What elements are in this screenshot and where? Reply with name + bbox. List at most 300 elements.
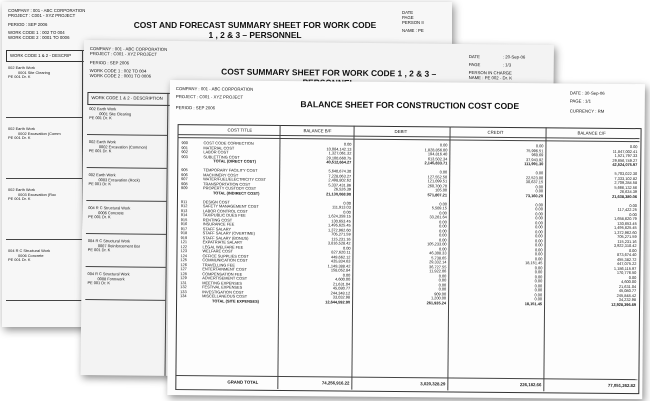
credit-cell: 0.00	[534, 269, 543, 275]
item-block	[8, 66, 50, 80]
balance-bf-cell: 1,624,359.15	[328, 213, 351, 219]
debit-cell: 0.00	[439, 227, 447, 233]
item-block	[88, 239, 140, 253]
sheet-b-header-left	[90, 46, 168, 79]
cost-code-cell: 133	[180, 288, 187, 294]
credit-cell: 37,943.92	[525, 156, 544, 162]
cost-code-cell: 121	[180, 239, 188, 245]
cost-code-cell: 913	[180, 207, 188, 213]
balance-cf-cell: 0.00	[628, 274, 637, 280]
debit-cell: 5,509.15	[431, 205, 447, 211]
cost-code-cell: 132	[180, 284, 187, 290]
period-line: PERIOD : SEP 2006	[8, 22, 48, 27]
cost-code-cell: 903	[181, 153, 188, 159]
cost-title-cell: FESTIVAL EXPENSES	[202, 284, 243, 290]
debit-cell: 260,700.70	[427, 182, 448, 188]
balance-cf-cell: 170,776.50	[616, 269, 637, 276]
credit-cell: 75,996.51	[526, 147, 544, 153]
person-label: PERSON IN CHARGE	[468, 70, 512, 76]
balance-cf-cell: 0.00	[628, 247, 637, 253]
debit-cell: 0.00	[439, 218, 447, 224]
item-text: 002 Earth Work	[89, 106, 117, 112]
cost-code-cell: 126	[180, 261, 187, 267]
cost-title-cell: TOTAL (DIRECT COST)	[213, 158, 256, 164]
balance-cf-cell: 11,847,002.41	[612, 148, 638, 154]
cost-code-cell: 124	[180, 252, 187, 258]
item-text: PE 001 Dr. K	[8, 74, 31, 80]
item-block	[88, 173, 139, 187]
credit-cell: 0.00	[534, 255, 543, 261]
debit-cell: 0.00	[438, 281, 447, 287]
cost-code-cell: 128	[180, 270, 187, 276]
workcode2-line: WORK CODE 2 : 0001 TO 0006	[8, 35, 70, 40]
cost-code-cell: 123	[180, 248, 188, 254]
credit-cell: 18,151.45	[524, 300, 543, 306]
balance-cf-cell: 5,666,132.56	[614, 184, 638, 190]
debit-cell: 194,816.40	[427, 151, 448, 157]
workcode1-line: WORK CODE 1 : 002 TO 004	[8, 30, 65, 35]
debit-cell: 2,145,833.71	[424, 160, 448, 166]
debit-cell: 127,552.50	[427, 173, 448, 179]
credit-cell: 0.00	[535, 228, 543, 234]
date-label: DATE	[468, 54, 481, 60]
credit-cell: 0.00	[534, 251, 543, 257]
item-text: 002 Earth Work	[88, 139, 116, 145]
debit-cell: 36,727.55	[429, 263, 447, 269]
balance-cf-cell: 0.00	[629, 202, 637, 208]
credit-cell: 0.00	[534, 264, 543, 270]
credit-cell: 0.00	[534, 282, 543, 288]
grand-total-cf: 77,051,262.82	[607, 382, 636, 389]
cost-title-cell: ENTERTAINMENT COST	[202, 266, 247, 272]
cost-title-cell: ADVERTISEMENT COST	[202, 275, 248, 281]
balance-cf-cell: 0.00	[629, 144, 638, 150]
balance-bf-cell: 244,348.12	[330, 289, 351, 296]
debit-cell: 0.00	[438, 272, 447, 278]
balance-bf-cell: 10,084,142.13	[326, 145, 352, 152]
balance-sheet	[167, 80, 645, 399]
sheet-a-title	[120, 20, 390, 40]
balance-bf-cell: 0.00	[342, 245, 351, 251]
header-debit: DEBIT	[394, 128, 408, 135]
debit-cell: 261,935.24	[426, 299, 447, 305]
cost-code-cell: 902	[181, 149, 188, 155]
balance-bf-cell: 21,130,068.90	[326, 190, 352, 197]
item-text: 004 R C Structural Work	[8, 248, 51, 253]
page-label: PAGE	[468, 62, 481, 68]
item-text: PE 001 Dr. K	[8, 135, 31, 141]
workcode1-line: WORK CODE 1 : 002 TO 004	[89, 68, 147, 74]
credit-cell: 0.00	[535, 233, 543, 239]
item-text: 0001 Site Clearing	[99, 110, 132, 117]
date-label: DATE : 30-Sep-06	[569, 90, 605, 96]
balance-bf-cell: 0.00	[343, 200, 351, 206]
credit-cell: 0.00	[534, 287, 543, 293]
item-text: 0006 Concrete	[98, 209, 124, 216]
balance-cf-cell: 29,656,749.27	[612, 157, 638, 163]
cost-code-cell: 915	[180, 216, 188, 222]
cost-title-cell: LABOR COST	[203, 149, 229, 155]
balance-bf-cell: 5,337,431.86	[328, 181, 352, 188]
cost-title-cell: STAFF SALARY (BONUS)	[202, 234, 249, 241]
cost-title-cell: PROPERTY CUSTODY COST	[203, 185, 257, 191]
sheet-c-title: BALANCE SHEET FOR CONSTRUCTION COST CODE	[300, 99, 520, 112]
cost-title-cell: OFFICE SUPPLIES COST	[202, 252, 249, 259]
balance-cf-cell: 0.00	[629, 211, 637, 217]
sheet-c-header-left	[176, 86, 254, 111]
cost-code-cell: 131	[180, 279, 187, 285]
company-line: COMPANY : 001 - ABC CORPORATION	[89, 46, 168, 52]
cost-code-cell: 906	[181, 171, 188, 177]
cost-title-cell: SAFETY MANAGEMENT COST	[202, 203, 259, 209]
balance-bf-cell: 1,372,962.60	[327, 226, 351, 233]
balance-cf-cell: 3,922,310.42	[613, 242, 637, 249]
company-line: COMPANY : 001 - ABC CORPORATION	[175, 86, 254, 92]
cost-title-cell: STAFF SALARY (OVERTIME)	[202, 230, 255, 236]
sheet-a-header-left	[8, 8, 85, 40]
debit-cell: 909.00	[434, 290, 447, 296]
item-text: 0003 Excavation (Rock)	[98, 176, 140, 183]
cost-code-cell: 916	[180, 221, 188, 227]
credit-cell: 22,523.00	[525, 174, 544, 180]
balance-bf-cell: 130,653.45	[331, 217, 351, 224]
balance-bf-cell: 7,228,063.27	[328, 172, 352, 179]
debit-cell: 121,099.51	[427, 178, 448, 184]
credit-cell: 0.00	[534, 273, 543, 279]
item-text: PE 001 Dr. K	[87, 280, 110, 286]
balance-cf-cell: 26,634.39	[619, 188, 638, 195]
item-block	[8, 127, 61, 141]
balance-cf-cell: 1,495,625.45	[613, 224, 637, 231]
credit-cell: 111,991.30	[524, 161, 544, 167]
cost-title-cell: TOTAL (INDIRECT COST)	[212, 189, 260, 196]
balance-bf-cell: 33,032.98	[332, 294, 351, 300]
item-block	[88, 206, 130, 220]
debit-cell: 1,200.00	[430, 295, 447, 301]
credit-cell: 73,160.20	[525, 192, 544, 198]
grand-total-debit: 3,020,328.29	[420, 381, 446, 387]
debit-cell: 105.00	[435, 187, 448, 193]
cost-title-cell: DESIGN COST	[202, 198, 230, 205]
debit-cell: 571,807.21	[427, 191, 448, 197]
cost-code-cell: 908	[181, 180, 188, 186]
credit-cell: 0.00	[535, 224, 543, 230]
cost-title-cell: MACHINERY COST	[203, 171, 239, 178]
header-balance-cf: BALANCE C/F	[577, 130, 606, 136]
cost-code-cell: 909	[181, 185, 188, 191]
row-divider	[85, 299, 165, 301]
item-text: 0002 Excavation (Comm	[18, 130, 61, 136]
balance-cf-cell: 1,658,620.79	[614, 215, 637, 222]
period-line: PERIOD : SEP 2006	[89, 60, 130, 66]
cost-code-cell: 914	[180, 212, 188, 218]
cost-code-cell: 127	[180, 266, 187, 272]
page-label: PAGE : 1/1	[569, 98, 592, 104]
item-text: 0003 Excavation (Roc	[18, 191, 57, 197]
project-line: PROJECT : C001 - XYZ PROJECT	[175, 94, 244, 100]
balance-bf-cell: 3,816,528.42	[327, 240, 351, 246]
item-text: 004 R C Structural Work	[88, 205, 131, 211]
item-text: 0002 Excavation (Common)	[98, 143, 148, 150]
name-label: NAME : PE 002 - Dr. K	[468, 75, 513, 81]
title-column	[202, 141, 279, 304]
balance-bf-cell: 2,498,802.62	[328, 177, 352, 183]
cost-title-cell: MATERIAL COST	[203, 144, 235, 151]
balance-cf-cell: 115,231.16	[617, 238, 637, 244]
code-column	[180, 141, 199, 303]
item-text: 004 R C Structural Work	[87, 238, 131, 244]
row-divider	[87, 134, 167, 136]
balance-bf-cell: 1,149,388.42	[327, 262, 351, 269]
cost-title-cell: LEGAL WELFARE FEE	[202, 243, 244, 250]
balance-cf-cell: 4,600.00	[621, 278, 637, 285]
balance-cf-cell: 21,631.04	[618, 283, 637, 289]
balance-cf-cell: 245,848.42	[616, 292, 637, 298]
balance-cf-cell: 45,080.77	[618, 287, 637, 294]
item-block	[89, 140, 147, 154]
cost-code-cell: 129	[180, 275, 187, 281]
balance-bf-cell: 0.00	[343, 141, 352, 147]
balance-cf-cell: 873,674.40	[616, 251, 637, 258]
item-block	[8, 188, 56, 202]
credit-cell: 0.00	[534, 278, 543, 284]
column-header-text: WORK CODE 1 & 2 - DESCRIP	[10, 53, 72, 58]
cost-title-cell: TRANSPORTATION COST	[203, 180, 251, 187]
balance-cf-cell: 130,653.45	[617, 220, 637, 226]
balance-bf-cell: 115,231.16	[331, 235, 351, 242]
grand-total-bf: 74,256,916.22	[321, 380, 350, 386]
credit-cell: 30,637.15	[525, 179, 544, 185]
cost-code-cell: 905	[181, 167, 188, 173]
row-divider	[87, 167, 167, 169]
title-line-1: COST AND FORECAST SUMMARY SHEET FOR WORK CODE	[133, 20, 377, 30]
debit-cell: 0.00	[438, 245, 447, 251]
cost-code-cell: 125	[180, 257, 187, 263]
credit-cell: 0.00	[535, 183, 544, 189]
item-text: 002 Earth Work	[8, 126, 35, 131]
cost-code-cell: 918	[180, 230, 188, 236]
sheet-a-header-right	[402, 10, 424, 33]
cost-code-cell: 901	[181, 144, 188, 150]
name-label: NAME : PE	[402, 28, 424, 33]
debit-cell: 0.00	[439, 209, 447, 215]
cost-code-cell: 122	[180, 243, 188, 249]
balance-cf-column	[546, 144, 637, 307]
balance-bf-cell: 827,620.11	[331, 249, 351, 255]
item-text: 0007 Reinforcement Bar	[97, 242, 141, 249]
header-cost-title: COST TITLE	[227, 127, 253, 133]
balance-bf-cell: 0.00	[342, 272, 351, 278]
debit-cell: 0.00	[439, 200, 447, 206]
item-text: PE 001 Dr. K	[88, 214, 111, 220]
date-value: : 20-Sep-06	[502, 54, 526, 60]
cost-code-cell: 919	[180, 234, 188, 240]
balance-cf-cell: 12,928,396.69	[611, 301, 637, 307]
row-divider	[6, 239, 82, 240]
debit-cell: 0.00	[438, 277, 447, 283]
item-block	[87, 272, 129, 286]
cost-title-cell: TAX/PUBLIC DUES FEE	[202, 212, 246, 218]
balance-cf-cell: 21,638,380.06	[612, 193, 638, 199]
balance-bf-cell: 435,834.63	[330, 258, 351, 264]
project-line: PROJECT : C001 - XYZ PROJECT	[8, 13, 76, 18]
item-text: PE 001 Dr. K	[88, 148, 112, 154]
row-divider	[86, 200, 166, 202]
cost-title-cell: EXPATRIATE SALARY	[202, 239, 243, 245]
balance-bf-cell: 45,080.77	[332, 285, 351, 291]
title-line-2: 1 , 2 & 3 – PERSONNEL	[208, 30, 302, 40]
item-text: 0001 Site Clearing	[18, 69, 51, 75]
row-divider	[86, 233, 166, 235]
item-text: PE 001 Dr. K	[8, 257, 31, 263]
item-text: 0006 Concrete	[18, 252, 44, 258]
row-divider	[6, 300, 82, 301]
balance-bf-cell: 4,600.00	[335, 276, 351, 282]
workcode2-line: WORK CODE 2 : 0001 TO 0006	[89, 73, 152, 79]
grand-total-label: GRAND TOTAL	[227, 379, 259, 385]
cost-title-cell: COMMUNICATION COST	[202, 257, 248, 263]
person-label: PERSON II	[402, 20, 424, 25]
credit-cell: 0.00	[534, 291, 543, 297]
item-text: PE 001 Dr. K	[87, 247, 111, 253]
item-text: PE 001 Dr. K	[88, 181, 112, 187]
cost-code-cell: 907	[181, 176, 188, 182]
credit-cell: 0.00	[535, 201, 543, 207]
credit-cell: 0.00	[534, 246, 543, 252]
grand-total-credit: 226,182.66	[519, 382, 542, 388]
balance-bf-cell: 0.00	[343, 209, 351, 215]
credit-cell: 0.00	[534, 242, 543, 248]
cost-title-cell: COST CODE CORRECTION	[203, 140, 254, 146]
balance-bf-cell: 1,495,625.45	[328, 222, 351, 228]
title-line-1: COST SUMMARY SHEET FOR WORK CODE 1 , 2 & 3 –	[221, 66, 437, 79]
item-text: 002 Earth Work	[8, 187, 35, 192]
cost-title-cell: RENTING COST	[202, 216, 233, 223]
item-block	[8, 249, 50, 263]
balance-bf-cell: 26,526.39	[333, 186, 352, 192]
row-divider	[86, 266, 166, 268]
cost-code-cell: 900	[181, 140, 188, 146]
balance-cf-cell: 5,703,022.30	[614, 170, 638, 177]
balance-cf-cell: 455,382.72	[616, 256, 637, 262]
cost-title-cell: COMPENSATION FEE	[202, 270, 243, 277]
credit-cell: 0.00	[535, 215, 543, 221]
balance-bf-cell: 158,052.84	[330, 267, 351, 273]
balance-cf-cell: 34,232.98	[618, 296, 637, 303]
cost-title-cell: LABOR CONTROL COST	[202, 207, 248, 214]
balance-bf-cell: 705,271.59	[331, 231, 351, 237]
date-label: DATE	[402, 10, 414, 15]
balance-bf-cell: 21,631.04	[332, 280, 351, 287]
debit-cell: 613,502.34	[427, 155, 448, 161]
cost-code-cell: 917	[180, 225, 188, 231]
balance-bf-cell: 111,913.03	[331, 204, 351, 210]
cost-title-cell: INSURANCE FEE	[202, 221, 235, 227]
item-text: 0008 Formwork	[97, 275, 125, 282]
credit-cell: 18,151.45	[525, 260, 543, 266]
item-text: 002 Earth Work	[8, 65, 35, 70]
credit-cell: 0.00	[535, 206, 543, 212]
balance-bf-cell: 5,640,674.30	[328, 168, 352, 174]
cost-code-cell: 134	[180, 293, 187, 299]
debit-column	[354, 143, 447, 306]
credit-cell: 0.00	[534, 296, 543, 302]
balance-cf-cell: 705,271.59	[617, 233, 637, 240]
debit-cell: 0.00	[439, 142, 448, 148]
cost-title-cell: TOTAL (SITE EXPENSES)	[212, 297, 260, 304]
header-balance-bf: BALANCE B/F	[303, 128, 332, 134]
balance-bf-cell: 449,662.12	[330, 253, 351, 260]
balance-bf-cell: 12,644,592.90	[325, 298, 351, 305]
page-label: PAGE	[402, 15, 414, 20]
cost-title-cell: STAFF SALARY	[202, 225, 232, 232]
cost-title-cell: SUBLETTING COST	[203, 153, 240, 160]
cost-title-cell: WATER/FUEL/ELECTRICITY COST	[203, 176, 267, 182]
sheet-b-header-right	[469, 54, 526, 81]
cost-title-cell: MEETING EXPENSES	[202, 279, 243, 286]
balance-cf-cell: 7,333,102.82	[614, 175, 638, 181]
balance-bf-cell: 29,100,660.75	[326, 154, 352, 161]
currency-label: CURRENCY : RM	[569, 108, 605, 114]
debit-cell: 0.00	[439, 232, 447, 238]
sheet-c-header-right	[570, 90, 605, 113]
cost-code-cell: 911	[180, 198, 188, 204]
credit-cell: 960.69	[531, 152, 544, 158]
balance-cf-cell: 2,709,284.58	[614, 179, 638, 186]
balance-cf-cell: 447,075.22	[616, 260, 637, 267]
project-line: PROJECT : C001 - XYZ PROJECT	[89, 51, 158, 57]
period-line: PERIOD : SEP 2006	[175, 105, 216, 111]
credit-cell: 0.00	[535, 188, 544, 194]
cost-title-cell: MISCELLANEOUS COST	[202, 293, 248, 299]
cost-code-cell	[180, 299, 198, 304]
credit-cell: 0.00	[535, 143, 544, 149]
item-block	[89, 107, 131, 121]
credit-column	[450, 143, 543, 306]
balance-cf-cell: 1,521,797.33	[614, 152, 638, 159]
cost-title-cell: TRAVELLING FEE	[202, 261, 235, 268]
debit-cell: 0.00	[439, 236, 447, 242]
debit-cell: 29,332.14	[429, 259, 447, 265]
credit-cell: 0.00	[535, 170, 544, 176]
page-value: : 1/3	[502, 62, 512, 68]
debit-cell: 0.00	[439, 223, 447, 229]
debit-cell: 0.00	[439, 169, 448, 175]
item-text: PE 001 Dr. K	[8, 196, 31, 202]
balance-cf-cell: 1,186,115.97	[613, 265, 637, 271]
item-text: 002 Earth Work	[88, 172, 116, 178]
debit-cell: 1,828,856.00	[424, 146, 448, 152]
debit-cell: 105,233.00	[427, 241, 447, 247]
cost-title-cell: WELFARE COST	[202, 248, 234, 254]
balance-cf-cell: 42,524,075.97	[612, 161, 638, 168]
credit-cell: 0.00	[535, 237, 543, 243]
debit-cell: 11,922.06	[429, 268, 447, 274]
row-divider	[6, 117, 82, 118]
row-divider	[6, 178, 82, 179]
debit-cell: 33,261.64	[429, 214, 447, 220]
item-text: PE 001 Dr. K	[89, 115, 112, 121]
credit-cell: 0.00	[535, 219, 543, 225]
balance-cf-cell: 117,422.25	[617, 206, 637, 213]
balance-bf-cell: 40,512,664.27	[326, 159, 352, 165]
item-text: 004 R C Structural Work	[87, 271, 130, 277]
company-line: COMPANY : 001 - ABC CORPORATION	[8, 8, 86, 13]
balance-bf-cell: 1,327,061.32	[328, 150, 352, 156]
header-credit: CREDIT	[487, 129, 504, 135]
balance-bf-column	[280, 142, 351, 305]
cost-title-cell: INVESTIGATION COST	[202, 288, 244, 295]
